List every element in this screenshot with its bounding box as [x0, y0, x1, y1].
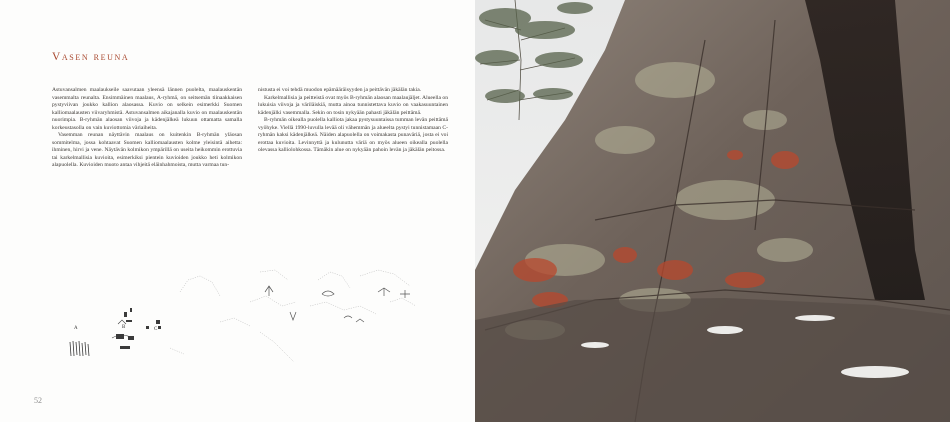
paragraph: nistusta ei voi tehdä muodon epämääräisyyden ja peittävän jäkälän takia.: [258, 87, 422, 93]
paragraph: B-ryhmän oikealla puolella kalliota jakaa pystysuuntaissa tumman levän peittämä vyöhyke. Viellä 1990-luvulla levää oli vähemmän ja alueelta pystyi tunnistamaan C-ryhmän kaksi kädenjälkeä. Näiden alapuolella on voimakasta punaväriä, josta ei voi erottaa kuvioita. Levinnyttä ja kulunutta väriä on myös alueen oikealla puolella olevassa kalliolohkossa. Tämäkin alue on nykyään pahoin levän ja jäkälän peitossa.: [258, 117, 448, 154]
figure-label-a: A: [74, 326, 78, 331]
text-column-2: [258, 87, 448, 155]
figure-label-c: C: [154, 327, 158, 332]
rock-painting-sketch: [60, 262, 440, 372]
page-number: 52: [34, 396, 42, 405]
paragraph: Astuvansalmen maalaukseile saavutaan yleensä lännen puolelta, maalauskentän vasemmalta reunalta. Ensimmäinen maalaus, A-ryhmä, on seitsemän tiinaakkaisen pystyviivan joukko kallion alaosassa. Kuvio on selkein esimerkki Suomen kalliomaalausten viivaryhmistä. Astuvansalmen aikajanalla kuvio on maalauskentän nuorimpia. B-ryhmän alaosan viivoja ja kädenjälkeä lukuun ottamatta samalla korkeustasolla on vain kuviottomia väriaiheita.: [52, 87, 242, 131]
paragraph: Karkelmallisia ja peitteistä ovat myös B-ryhmän alaosan maalaujäljet. Alueella on lukuisia viivoja ja väriläiskiä, mutta ainoa tunnistettava kuvio on vaakasuuntainen kädenjälki vasemmalla. Sekin on tosin nykyään pahasti jäkälän peittämä.: [258, 94, 448, 116]
right-page: [475, 0, 950, 422]
section-heading: Vasen reuna: [52, 51, 130, 63]
paragraph: Vasemman reunan näyttävin maalaus on kuitenkin B-ryhmän yläosan sommitelma, jossa kohtaavat Suomen kalliomaalausten kolme yleisintä aihetta: ihminen, hirvi ja vene. Näytävän kolmikon ympärillä on useita heikommin erottuvia tai karkelmallisia kuvioita, esimerkiksi pientein kuvioiden joukko heti kolmikon alapuolella. Kuvioiden muoto antaa vihjeitä eläinhahmoista, mutta varmaa tun-: [52, 132, 242, 169]
rock-face-photo: [475, 0, 950, 422]
text-column-1: [52, 87, 242, 170]
group-a-lines: [70, 341, 89, 356]
figure-label-b: B: [122, 325, 126, 330]
